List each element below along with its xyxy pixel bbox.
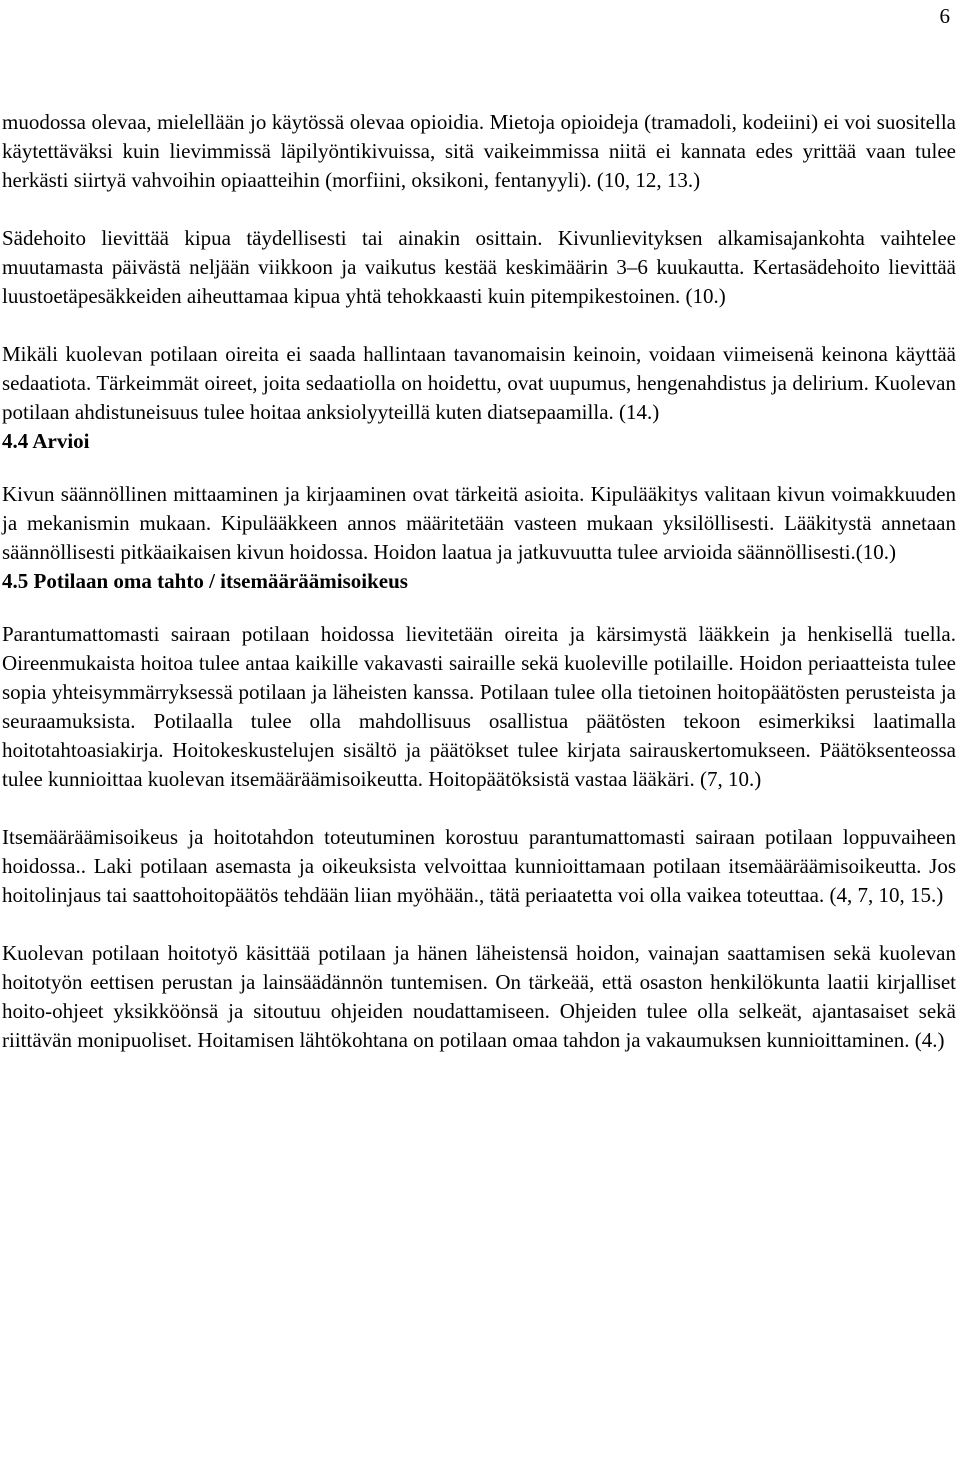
paragraph-evaluation: Kivun säännöllinen mittaaminen ja kirjaaminen ovat tärkeitä asioita. Kipulääkitys valitaan kivun voimakkuuden ja mekanismin mukaan. Kipulääkkeen annos määritetään vasteen mukaan yksilöllisesti. Lääkitystä annetaan säännöllisesti pitkäaikaisen kivun hoidossa. Hoidon laatua ja jatkuvuutta tulee arvioida säännöllisesti.(10.) <box>2 482 956 564</box>
paragraph-patient-will: Parantumattomasti sairaan potilaan hoidossa lievitetään oireita ja kärsimystä lääkkein ja henkisellä tuella. Oireenmukaista hoitoa tulee antaa kaikille vakavasti sairaille sekä kuoleville potilaille. Hoidon periaatteista tulee sopia yhteisymmärryksessä potilaan ja läheisten kanssa. Potilaan tulee olla tietoinen hoitopäätösten perusteista ja seuraamuksista. Potilaalla tulee olla mahdollisuus osallistua päätösten tekoon esimerkiksi laatimalla hoitotahtoasiakirja. Hoitokeskustelujen sisältö ja päätökset tulee kirjata sairauskertomukseen. Päätöksenteossa tulee kunnioittaa kuolevan itsemääräämisoikeutta. Hoitopäätöksistä vastaa lääkäri. (7, 10.) <box>2 622 956 791</box>
page-number: 6 <box>939 4 950 28</box>
paragraph-nursing-care: Kuolevan potilaan hoitotyö käsittää potilaan ja hänen läheistensä hoidon, vainajan saattamisen sekä kuolevan hoitotyön eettisen perustan ja lainsäädännön tuntemisen. On tärkeää, että osaston henkilökunta laatii kirjalliset hoito-ohjeet yksikköönsä ja sitoutuu ohjeiden noudattamiseen. Ohjeiden tulee olla selkeät, ajantasaiset sekä riittävän monipuoliset. Hoitamisen lähtökohtana on potilaan omaa tahdon ja vakaumuksen kunnioittaminen. (4.) <box>2 941 956 1052</box>
paragraph-radiotherapy: Sädehoito lievittää kipua täydellisesti tai ainakin osittain. Kivunlievityksen alkamisajankohta vaihtelee muutamasta päivästä neljään viikkoon ja vaikutus kestää keskimäärin 3–6 kuukautta. Kertasädehoito lievittää luustoetäpesäkkeiden aiheuttamaa kipua yhtä tehokkaasti kuin pitempikestoinen. (10.) <box>2 226 956 308</box>
paragraph-opioids: muodossa olevaa, mielellään jo käytössä olevaa opioidia. Mietoja opioideja (tramadoli, kodeiini) ei voi suositella käytettäväksi kuin lievimmissä läpilyöntikivuissa, sitä vaikeimmissa niitä ei kannata edes yrittää vaan tulee herkästi siirtyä vahvoihin opiaatteihin (morfiini, oksikoni, fentanyyli). (10, 12, 13.) <box>2 110 956 192</box>
document-body <box>2 108 956 1055</box>
paragraph-sedation: Mikäli kuolevan potilaan oireita ei saada hallintaan tavanomaisin keinoin, voidaan viimeisenä keinona käyttää sedaatiota. Tärkeimmät oireet, joita sedaatiolla on hoidettu, ovat uupumus, hengenahdistus ja delirium. Kuolevan potilaan ahdistuneisuus tulee hoitaa anksiolyyteillä kuten diatsepaamilla. (14.) <box>2 342 956 424</box>
section-heading-4-5: 4.5 Potilaan oma tahto / itsemääräämisoikeus <box>2 569 408 593</box>
paragraph-self-determination: Itsemääräämisoikeus ja hoitotahdon toteutuminen korostuu parantumattomasti sairaan potilaan loppuvaiheen hoidossa.. Laki potilaan asemasta ja oikeuksista velvoittaa kunnioittamaan potilaan itsemääräämisoikeutta. Jos hoitolinjaus tai saattohoitopäätös tehdään liian myöhään., tätä periaatetta voi olla vaikea toteuttaa. (4, 7, 10, 15.) <box>2 825 956 907</box>
section-heading-4-4: 4.4 Arvioi <box>2 429 90 453</box>
